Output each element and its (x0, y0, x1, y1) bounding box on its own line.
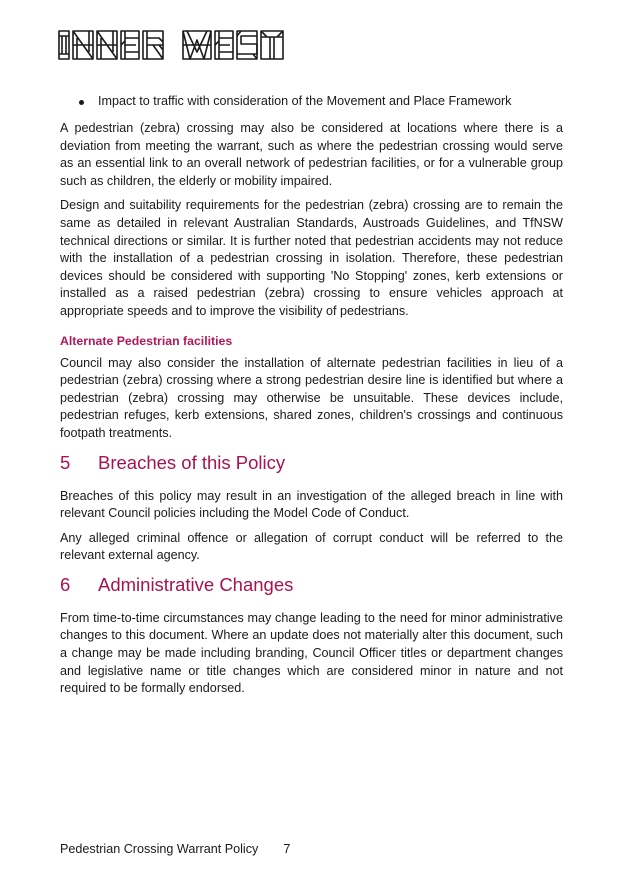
page-number: 7 (283, 842, 291, 856)
paragraph-deviation: A pedestrian (zebra) crossing may also be considered at locations where there is a deviation from meeting the warrant, such as where the pedestrian crossing would serve as an essential link to an overall network of pedestrian facilities, or for a vulnerable group such as children, the elderly or mobility impaired. (60, 121, 563, 188)
section-title: Breaches of this Policy (98, 451, 286, 473)
document-body (60, 88, 563, 698)
section-title: Administrative Changes (98, 573, 294, 595)
footer-document-title: Pedestrian Crossing Warrant Policy (60, 842, 259, 856)
paragraph-breaches-2: Any alleged criminal offence or allegation of corrupt conduct will be referred to the relevant external agency. (60, 530, 563, 563)
subheading-alternate-facilities: Alternate Pedestrian facilities (60, 333, 233, 348)
section-number: 5 (60, 451, 71, 473)
bullet-dot-icon (79, 100, 84, 105)
section-heading-administrative (60, 573, 563, 597)
paragraph-breaches-1: Breaches of this policy may result in an investigation of the alleged breach in line with relevant Council policies including the Model Code of Conduct. (60, 488, 563, 521)
page-footer (60, 841, 290, 858)
inner-west-logo (58, 30, 298, 62)
paragraph-design-requirements: Design and suitability requirements for the pedestrian (zebra) crossing are to remain the same as detailed in relevant Australian Standards, Austroads Guidelines, and TfNSW technical directions or similar. It is further noted that pedestrian accidents may not reduce with the installation of a pedestrian crossing in isolation. Therefore, these pedestrian devices should be considered with supporting 'No Stopping' zones, kerb extensions or installed as a raised pedestrian (zebra) crossing to ensure vehicles approach at appropriate speeds and to improve the visibility of pedestrians. (60, 198, 563, 318)
section-heading-breaches (60, 451, 563, 475)
paragraph-administrative: From time-to-time circumstances may change leading to the need for minor administrative changes to this document. Where an update does not materially alter this document, such a change may be made including branding, Council Officer titles or department changes and legislative name or title changes which are considered minor in nature and not required to be formally endorsed. (60, 610, 563, 696)
bullet-text: Impact to traffic with consideration of the Movement and Place Framework (98, 94, 512, 108)
paragraph-alternate-facilities: Council may also consider the installation of alternate pedestrian facilities in lieu of a pedestrian (zebra) crossing where a strong pedestrian desire line is identified but where a pedestrian (zebra) crossing may otherwise be unsuitable. These devices include, pedestrian refuges, kerb extensions, shared zones, children's crossings and continuous footpath treatments. (60, 355, 563, 440)
bullet-item (60, 92, 563, 111)
section-number: 6 (60, 573, 71, 595)
